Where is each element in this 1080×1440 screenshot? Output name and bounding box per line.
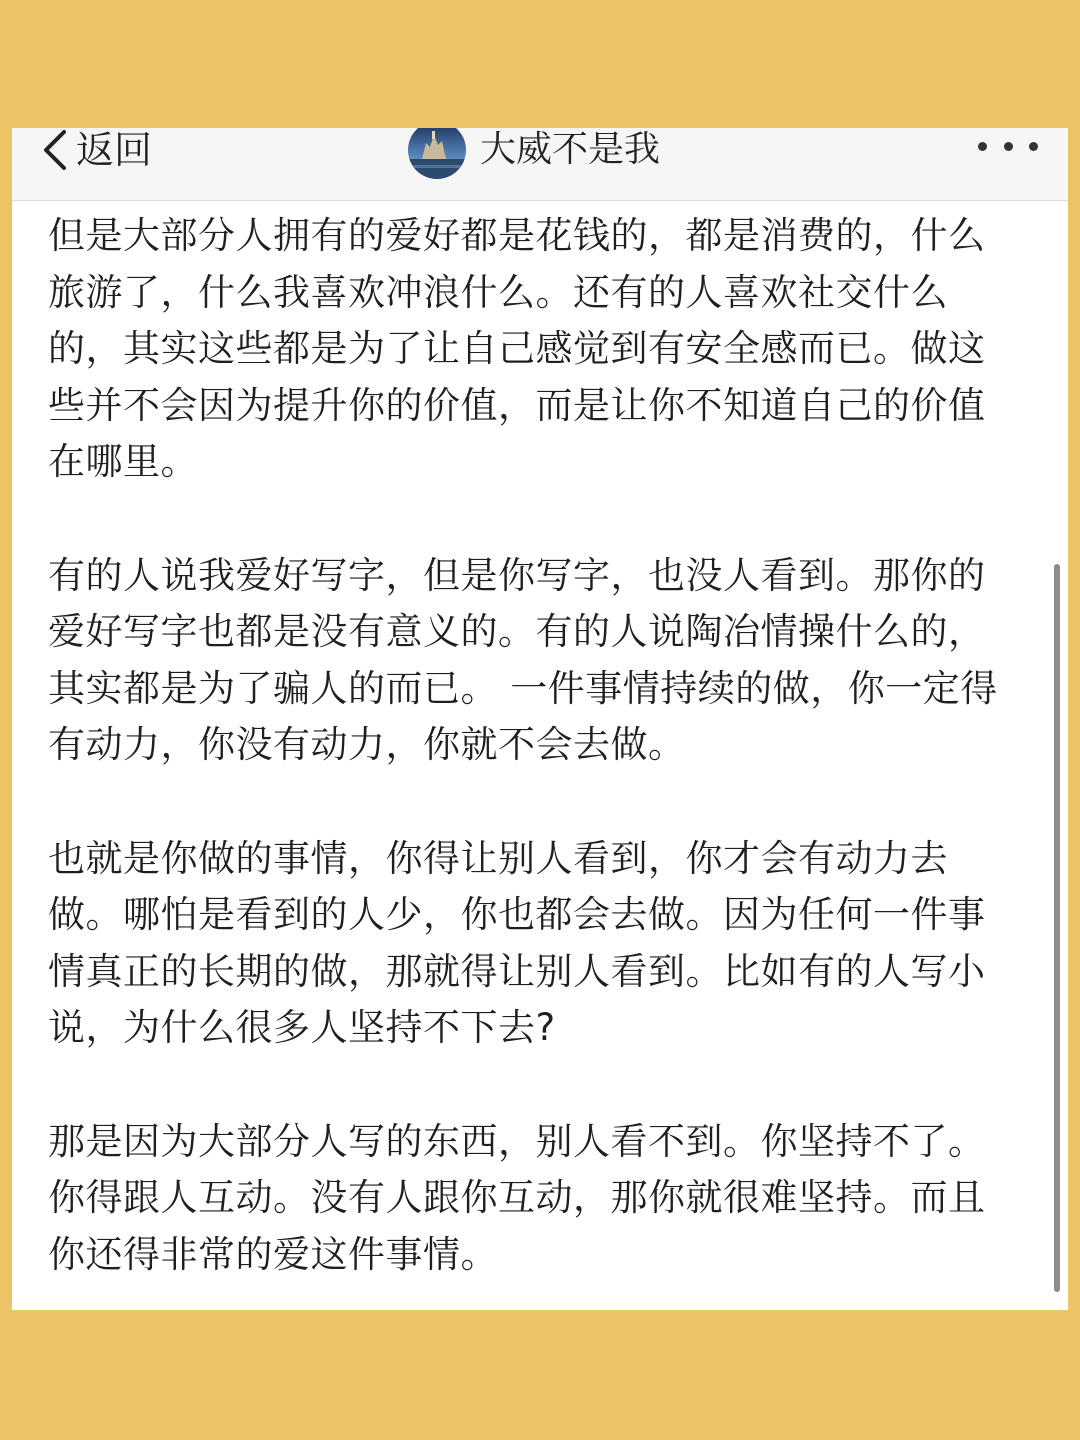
user-avatar[interactable] bbox=[408, 128, 466, 179]
chat-title-group[interactable] bbox=[408, 128, 660, 180]
vertical-scrollbar[interactable] bbox=[1054, 564, 1060, 1292]
article-paragraph: 有的人说我爱好写字，但是你写字，也没人看到。那你的爱好写字也都是没有意义的。有的人说陶冶情操什么的，其实都是为了骗人的而已。 一件事情持续的做，你一定得有动力，你没有动力，你就不会去做。 bbox=[48, 553, 998, 766]
phone-screen bbox=[12, 128, 1068, 1310]
chat-title: 大威不是我 bbox=[480, 129, 661, 170]
more-horizontal-icon bbox=[1029, 142, 1038, 151]
more-options-button[interactable] bbox=[978, 136, 1038, 156]
back-label: 返回 bbox=[76, 128, 153, 172]
more-horizontal-icon bbox=[1004, 142, 1013, 151]
article-paragraph: 但是大部分人拥有的爱好都是花钱的，都是消费的，什么旅游了，什么我喜欢冲浪什么。还有的人喜欢社交什么的，其实这些都是为了让自己感觉到有安全感而已。做这些并不会因为提升你的价值，而是让你不知道自己的价值在哪里。 bbox=[48, 214, 986, 483]
avatar-landscape-image bbox=[408, 128, 466, 179]
article-paragraph: 也就是你做的事情，你得让别人看到，你才会有动力去做。哪怕是看到的人少，你也都会去做。因为任何一件事情真正的长期的做，那就得让别人看到。比如有的人写小说，为什么很多人坚持不下去? bbox=[48, 836, 986, 1049]
back-button[interactable] bbox=[40, 128, 152, 172]
more-horizontal-icon bbox=[978, 142, 987, 151]
article-content bbox=[48, 208, 1020, 1310]
navigation-bar bbox=[12, 128, 1068, 201]
article-paragraph: 那是因为大部分人写的东西，别人看不到。你坚持不了。你得跟人互动。没有人跟你互动，那你就很难坚持。而且你还得非常的爱这件事情。 bbox=[48, 1119, 986, 1276]
chevron-left-icon bbox=[40, 128, 70, 172]
